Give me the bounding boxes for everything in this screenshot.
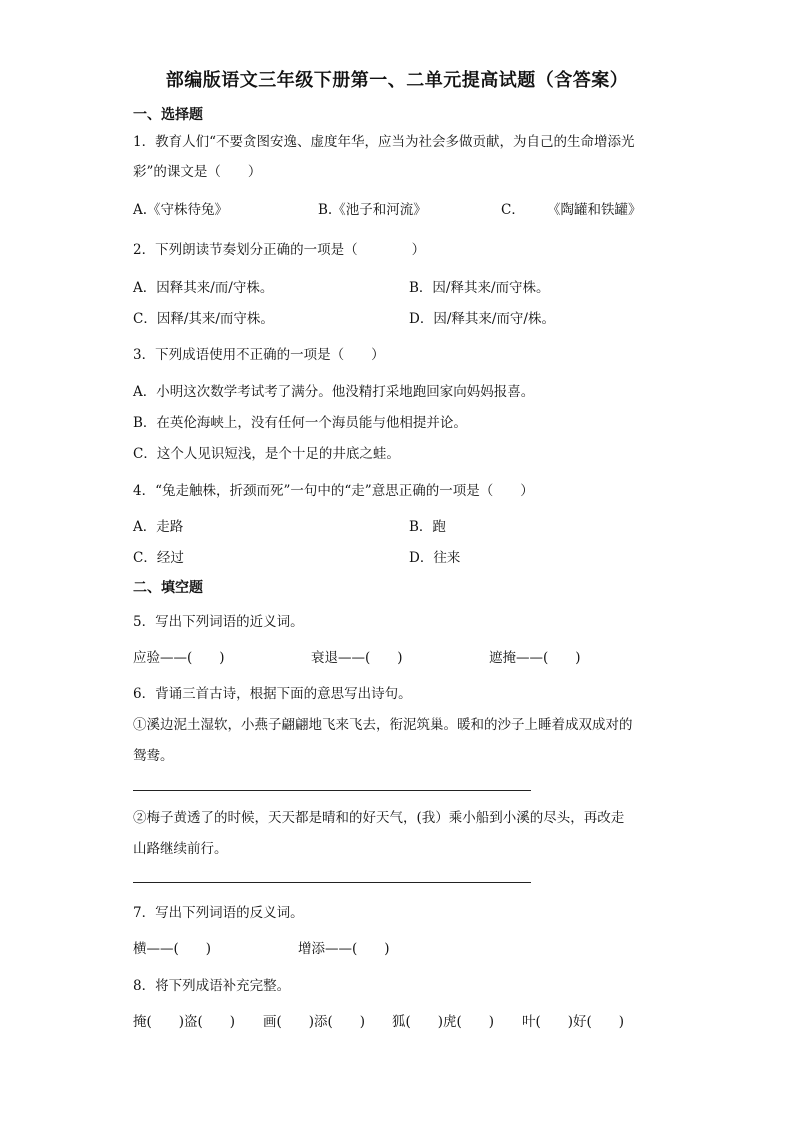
question-3-option-b: B．在英伦海峡上，没有任何一个海员能与他相提并论。: [133, 415, 467, 431]
question-6-prompt-1-line-1: ①溪边泥土湿软，小燕子翩翩地飞来飞去，衔泥筑巢。暖和的沙子上睡着成双成对的: [133, 717, 633, 733]
question-1-option-b: B.《池子和河流》: [318, 202, 427, 218]
question-2-option-a: A．因释其来/而/守株。: [133, 280, 274, 296]
answer-line-1[interactable]: [133, 790, 531, 791]
question-8-idiom-4: 叶( )好( ): [522, 1014, 625, 1030]
question-1-stem-line-1: 1．教育人们“不要贪图安逸、虚度年华，应当为社会多做贡献，为自己的生命增添光: [133, 134, 635, 150]
question-5-word-1: 应验——( ): [133, 650, 225, 666]
question-7-word-2: 增添——( ): [298, 941, 390, 957]
question-2-option-c: C．因释/其来/而守株。: [133, 311, 274, 327]
question-4-option-b: B．跑: [409, 519, 446, 535]
question-8-idiom-1: 掩( )盗( ): [133, 1014, 236, 1030]
question-6-prompt-1-line-2: 鸳鸯。: [133, 748, 174, 764]
answer-line-2[interactable]: [133, 882, 531, 883]
question-7-word-1: 横——( ): [133, 941, 212, 957]
question-5-stem: 5．写出下列词语的近义词。: [133, 614, 304, 630]
question-6-prompt-2-line-1: ②梅子黄透了的时候，天天都是晴和的好天气，(我）乘小船到小溪的尽头，再改走: [133, 810, 625, 826]
question-6-prompt-2-line-2: 山路继续前行。: [133, 841, 228, 857]
question-8-idiom-2: 画( )添( ): [263, 1014, 366, 1030]
question-1-option-c-label: C．: [501, 202, 525, 218]
page-title: 部编版语文三年级下册第一、二单元提高试题（含答案）: [165, 70, 629, 91]
question-8-idiom-3: 狐( )虎( ): [392, 1014, 495, 1030]
question-1-option-a: A.《守株待兔》: [133, 202, 229, 218]
question-4-option-d: D．往来: [409, 550, 461, 566]
question-5-word-3: 遮掩——( ): [489, 650, 581, 666]
question-4-option-a: A．走路: [133, 519, 184, 535]
question-7-stem: 7．写出下列词语的反义词。: [133, 905, 304, 921]
question-1-stem-line-2: 彩”的课文是（ ）: [133, 164, 262, 180]
question-2-option-b: B．因/释其来/而守株。: [409, 280, 550, 296]
section-heading-fill: 二、填空题: [133, 580, 203, 596]
question-2-stem: 2．下列朗读节奏划分正确的一项是（ ）: [133, 242, 426, 258]
question-6-stem: 6．背诵三首古诗，根据下面的意思写出诗句。: [133, 686, 412, 702]
question-4-option-c: C．经过: [133, 550, 184, 566]
question-5-word-2: 衰退——( ): [311, 650, 403, 666]
question-1-option-c-text: 《陶罐和铁罐》: [547, 202, 642, 218]
question-3-option-a: A．小明这次数学考试考了满分。他没精打采地跑回家向妈妈报喜。: [133, 384, 535, 400]
question-2-option-d: D．因/释其来/而守/株。: [409, 311, 555, 327]
question-4-stem: 4．“兔走触株，折颈而死”一句中的“走”意思正确的一项是（ ）: [133, 483, 534, 499]
question-3-option-c: C．这个人见识短浅，是个十足的井底之蛙。: [133, 446, 400, 462]
section-heading-choice: 一、选择题: [133, 107, 203, 123]
question-8-stem: 8．将下列成语补充完整。: [133, 978, 291, 994]
question-3-stem: 3．下列成语使用不正确的一项是（ ）: [133, 347, 385, 363]
